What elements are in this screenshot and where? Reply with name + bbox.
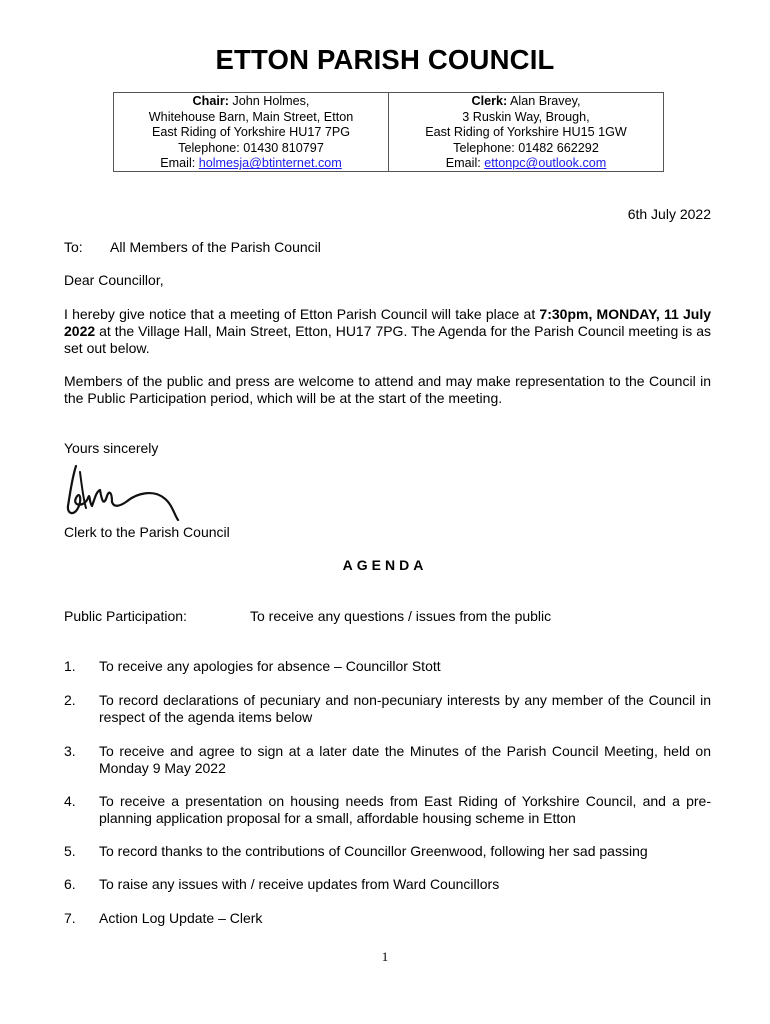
agenda-item-number: 4. [64,793,76,809]
agenda-item-text: To record thanks to the contributions of Councillor Greenwood, following her sad passing [99,843,648,859]
chair-name-line [114,94,388,110]
agenda-heading: AGENDA [342,557,428,573]
agenda-item-number: 7. [64,910,76,926]
notice-datetime: 7:30pm, MONDAY, 11 July 2022 [64,306,712,339]
clerk-name-line [389,94,663,110]
chair-email-label: Email: [160,156,199,171]
signatory: Clerk to the Parish Council [64,524,230,540]
agenda-item-number: 6. [64,876,76,892]
to-label: To: [64,239,83,255]
chair-address2: East Riding of Yorkshire HU17 7PG [151,125,351,140]
letter-date: 6th July 2022 [627,206,711,222]
clerk-address1: 3 Ruskin Way, Brough, [462,109,590,124]
agenda-item-text: To raise any issues with / receive updates from Ward Councillors [99,876,500,892]
notice-text-b: at the Village Hall, Main Street, Etton, HU17 7PG. The Agenda for the Parish Council meeting is as set out below. [64,323,711,356]
agenda-item-text: To receive and agree to sign at a later date the Minutes of the Parish Council Meeting, held on Monday 9 May 2022 [99,743,711,776]
clerk-email-label: Email: [445,156,485,171]
chair-label: Chair: [192,94,229,108]
clerk-name: Alan Bravey, [507,94,581,108]
closing: Yours sincerely [64,440,159,456]
clerk-label: Clerk: [471,94,508,108]
chair-telephone: Telephone: 01430 810797 [178,140,324,155]
agenda-item-text: To receive any apologies for absence – Councillor Stott [99,658,441,674]
agenda-item-number: 2. [64,692,76,708]
chair-address1: Whitehouse Barn, Main Street, Etton [148,109,354,124]
agenda-item-text: To record declarations of pecuniary and non-pecuniary interests by any member of the Council in respect of the agenda items below [99,692,711,725]
agenda-item-text: Action Log Update – Clerk [99,910,263,926]
agenda-item-number: 5. [64,843,76,859]
public-note: Members of the public and press are welcome to attend and may make representation to the Council in the Public Participation period, which will be at the start of the meeting. [64,373,711,406]
clerk-contact [388,93,663,171]
chair-email-link[interactable]: holmesja@btinternet.com [198,156,342,171]
contact-box [113,92,664,172]
meeting-notice [64,306,711,357]
clerk-email-link[interactable]: ettonpc@outlook.com [484,156,607,171]
clerk-email-line [389,156,663,172]
notice-text-a: I hereby give notice that a meeting of Etton Parish Council will take place at [64,306,540,322]
clerk-telephone: Telephone: 01482 662292 [453,140,599,155]
public-participation-label: Public Participation: [64,608,187,624]
agenda-item-number: 1. [64,658,76,674]
to-recipients: All Members of the Parish Council [110,239,321,255]
page-number: 1 [381,949,389,964]
clerk-address2: East Riding of Yorkshire HU15 1GW [425,125,627,140]
public-participation-text: To receive any questions / issues from the public [250,608,552,624]
chair-email-line [114,156,388,172]
chair-name: John Holmes, [228,94,310,108]
salutation: Dear Councillor, [64,272,164,288]
council-title: ETTON PARISH COUNCIL [215,44,555,75]
agenda-item-text: To receive a presentation on housing needs from East Riding of Yorkshire Council, and a pre-planning application proposal for a small, affordable housing scheme in Etton [99,793,711,826]
agenda-item-number: 3. [64,743,76,759]
clerk-signature [62,462,212,532]
chair-contact [114,93,388,171]
